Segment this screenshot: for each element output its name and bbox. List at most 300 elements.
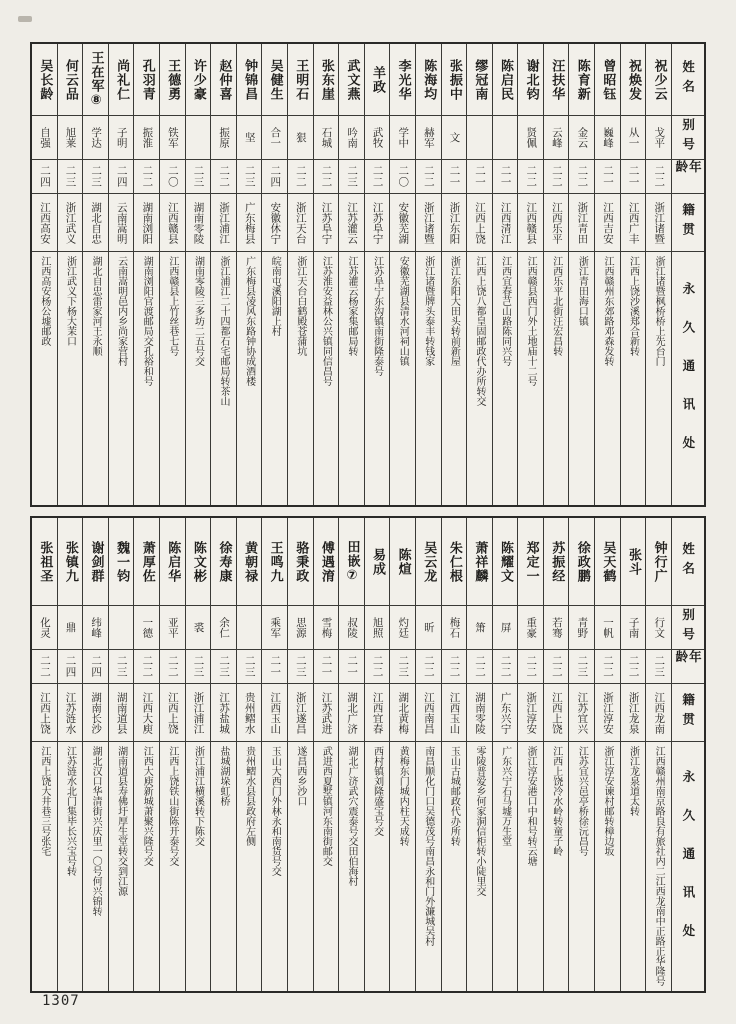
person-native-place: 广东梅县 [243,201,256,244]
person-name-cell [518,518,543,606]
person-address: 湖北自忠雷家河王永顺 [90,256,102,356]
person-age-cell [416,160,441,194]
person-age: 二一 [474,165,487,188]
person-native-place: 江西赣县 [166,201,179,244]
person-column [134,518,160,991]
person-byname-cell [58,606,83,650]
person-native-place-cell [365,684,390,742]
person-byname-cell [569,606,594,650]
person-column [467,44,493,505]
person-name-cell [186,518,211,606]
person-address-cell [442,252,467,505]
person-column [621,518,647,991]
person-age: 二〇 [166,165,179,188]
person-column [442,44,468,505]
person-age-cell [493,160,518,194]
person-name: 傅遇淯 [318,540,334,583]
person-name-cell [493,44,518,116]
person-name-cell [467,518,492,606]
person-byname: 坚 [243,132,256,143]
person-name-cell [211,518,236,606]
person-age: 二三 [576,655,589,678]
person-column [211,44,237,505]
person-native-place-cell [390,684,415,742]
person-address: 江西赣县西门外土地庙十二号 [525,256,537,386]
person-name: 陈育新 [574,58,590,101]
person-address: 遂昌西乡沙口 [294,746,306,806]
person-name: 王鸣九 [267,540,283,583]
person-age-cell [58,650,83,684]
person-name-cell [160,518,185,606]
person-column [160,518,186,991]
person-native-place-cell [646,684,671,742]
person-column [237,518,263,991]
person-column [518,44,544,505]
person-native-place: 浙江龙泉 [627,691,640,734]
person-address-cell [32,252,57,505]
person-name-cell [288,518,313,606]
person-native-place: 湖南道县 [115,691,128,734]
person-age: 二二 [627,655,640,678]
person-address-cell [518,252,543,505]
person-column [493,44,519,505]
person-byname-cell [32,116,57,160]
person-address: 广东梅县凌风东路钟协成酒楼 [243,256,255,386]
person-native-place: 江西赣县 [525,201,538,244]
person-age: 二二 [448,655,461,678]
person-byname: 旭莱 [64,127,77,148]
person-age-cell [288,650,313,684]
person-age-cell [211,650,236,684]
person-age: 二〇 [397,165,410,188]
person-native-place: 江西玉山 [269,691,282,734]
person-column [58,44,84,505]
person-name-cell [237,518,262,606]
person-column [390,44,416,505]
person-byname: 武牧 [371,127,384,148]
person-native-place: 云南嵩明 [115,201,128,244]
person-address: 江苏灌云杨家集邮局转 [346,256,358,356]
person-native-place-cell [134,194,159,252]
person-age-cell [58,160,83,194]
person-byname: 若骞 [550,617,563,638]
person-byname-cell [365,606,390,650]
person-byname-cell [288,606,313,650]
person-column [211,518,237,991]
person-byname-cell [83,116,108,160]
person-native-place: 广东兴宁 [499,691,512,734]
person-byname: 叔陵 [346,617,359,638]
person-byname: 裘 [192,622,205,633]
person-age: 二二 [653,165,666,188]
person-address: 江西大庾新城萧聚兴隆号交 [141,746,153,866]
person-byname: 一德 [141,617,154,638]
person-byname-cell [544,606,569,650]
person-address: 玉山大西门外林永和南货号交 [269,746,281,876]
person-name: 陈启华 [165,540,181,583]
header-age [672,160,704,194]
person-native-place-cell [237,684,262,742]
person-byname-cell [339,606,364,650]
person-age-cell [493,650,518,684]
person-column [646,518,672,991]
person-address: 江西宜春芑山路陈同兴号 [499,256,511,366]
person-age: 二二 [550,165,563,188]
person-column [109,44,135,505]
header-name [672,518,704,606]
person-address-cell [211,742,236,991]
person-column [442,518,468,991]
person-address-cell [314,252,339,505]
person-name-cell [467,44,492,116]
person-name: 陈海均 [421,58,437,101]
person-native-place-cell [83,194,108,252]
person-name-cell [416,518,441,606]
person-name: 萧祥麟 [472,540,488,583]
person-address-cell [390,742,415,991]
person-column [339,44,365,505]
person-address-cell [467,252,492,505]
person-age-cell [442,650,467,684]
person-native-place: 浙江东阳 [448,201,461,244]
person-address: 湖南道县寿佛圩厚生堂转交到江源 [115,746,127,896]
person-native-place: 湖北自忠 [90,201,103,244]
person-native-place-cell [339,194,364,252]
person-byname-cell [467,606,492,650]
person-column [493,518,519,991]
person-native-place: 江西上饶 [474,201,487,244]
person-age: 二二 [218,165,231,188]
person-age: 二一 [346,655,359,678]
person-address: 西村镇刘隆盛宝号交 [371,746,383,836]
person-address: 玉山古城邮政代办所转 [448,746,460,846]
person-native-place-cell [493,194,518,252]
person-byname-cell [390,116,415,160]
person-name-cell [237,44,262,116]
person-byname: 振淮 [141,127,154,148]
person-byname-cell [646,606,671,650]
person-byname-cell [58,116,83,160]
person-byname-cell [646,116,671,160]
person-column [83,518,109,991]
person-name-cell [442,44,467,116]
person-name-cell [569,518,594,606]
person-column [621,44,647,505]
person-age: 二二 [141,655,154,678]
person-native-place: 安徽芜湖 [397,201,410,244]
person-age-cell [365,650,390,684]
person-name-cell [262,518,287,606]
person-byname-cell [32,606,57,650]
person-name: 谢剑群 [88,540,104,583]
header-native-place [672,684,704,742]
person-byname: 纬峰 [90,617,103,638]
person-native-place: 江西玉山 [448,691,461,734]
header-age [672,650,704,684]
person-address: 江西高安杨公墟邮政 [38,256,50,346]
person-address-cell [621,252,646,505]
person-age-cell [262,160,287,194]
person-address: 浙江淳安谏村邮转樟边坂 [601,746,613,856]
person-byname-cell [569,116,594,160]
person-name-cell [134,44,159,116]
person-name-cell [595,518,620,606]
person-address: 广东兴宁石马墟万生堂 [499,746,511,846]
person-address: 江西上饶八都皇固邮政代办所转交 [473,256,485,406]
person-name: 许少豪 [190,58,206,101]
person-age-cell [160,650,185,684]
person-address: 浙江诸暨枫桥桥上先台门 [653,256,665,366]
person-byname: 巍峰 [602,127,615,148]
person-column [83,44,109,505]
person-address: 皖南屯溪阳湖上村 [269,256,281,336]
person-native-place-cell [416,684,441,742]
person-native-place-cell [109,194,134,252]
person-native-place-cell [32,684,57,742]
person-column [569,44,595,505]
person-native-place: 江西宜春 [371,691,384,734]
person-column [109,518,135,991]
person-name-cell [83,44,108,116]
person-age: 二二 [550,655,563,678]
person-byname-cell [339,116,364,160]
person-age-cell [569,160,594,194]
scan-speck [18,16,32,22]
person-column [32,44,58,505]
person-column [288,44,314,505]
person-age-cell [467,650,492,684]
person-name-cell [32,518,57,606]
person-age-cell [109,160,134,194]
person-address: 江苏宜兴邑亭桥徐沅昌号 [576,746,588,856]
person-name: 尚礼仁 [114,58,130,101]
person-name: 吴云龙 [421,540,437,583]
person-address-cell [83,742,108,991]
person-byname: 振原 [218,127,231,148]
person-name: 武文燕 [344,58,360,101]
header-address-label: 永久通讯处 [680,770,696,963]
person-age: 二四 [115,165,128,188]
person-column [160,44,186,505]
person-byname: 自强 [38,127,51,148]
person-byname-cell [134,116,159,160]
person-byname-cell [595,606,620,650]
person-native-place: 江西南昌 [422,691,435,734]
person-name: 易成 [370,547,386,576]
person-name-cell [390,44,415,116]
person-native-place: 浙江青田 [576,201,589,244]
person-native-place: 江西广丰 [627,201,640,244]
person-native-place-cell [211,194,236,252]
person-name: 黄朝禄 [242,540,258,583]
person-byname: 思源 [294,617,307,638]
person-address-cell [83,252,108,505]
person-byname-cell [237,116,262,160]
person-byname: 合一 [269,127,282,148]
person-native-place: 江苏阜宁 [320,201,333,244]
person-native-place-cell [442,194,467,252]
person-byname: 化灵 [38,617,51,638]
person-column [518,518,544,991]
person-name-cell [314,518,339,606]
person-address-cell [416,742,441,991]
person-address: 南昌顺化门口吴德茂号南昌永和门外濂城吴村 [422,746,434,946]
person-age: 二三 [294,655,307,678]
person-native-place-cell [262,194,287,252]
person-address-cell [493,742,518,991]
person-address: 武进西夏墅镇河东南街邮交 [320,746,332,866]
person-address: 湖北汉口华清街兴庆里一〇号何兴锦转 [90,746,102,916]
person-address: 江苏阜宁东沟镇南街隆泰号 [371,256,383,376]
person-name-cell [595,44,620,116]
person-native-place-cell [314,194,339,252]
person-byname-cell [262,116,287,160]
person-native-place-cell [237,194,262,252]
person-address: 黄梅东门城内柱天成转 [397,746,409,846]
person-native-place-cell [621,684,646,742]
person-age: 二一 [602,165,615,188]
person-name: 赵仲喜 [216,58,232,101]
person-address: 浙江淳安港口中和号转云塘 [525,746,537,866]
person-address: 浙江天台白鹤殿苍蒲坑 [294,256,306,356]
person-native-place-cell [288,194,313,252]
person-age-cell [518,650,543,684]
header-address [672,742,704,991]
person-age-cell [314,650,339,684]
person-address: 浙江浦江二十四都石宅邮局转茶山 [218,256,230,406]
person-name: 汪扶华 [549,58,565,101]
person-native-place-cell [32,194,57,252]
person-address-cell [569,252,594,505]
person-native-place: 湖南零陵 [192,201,205,244]
header-byname [672,116,704,160]
person-byname-cell [518,116,543,160]
person-byname-cell [544,116,569,160]
person-age: 二四 [90,655,103,678]
person-age: 二四 [64,655,77,678]
person-native-place-cell [58,194,83,252]
person-age-cell [621,650,646,684]
person-age: 二一 [499,165,512,188]
person-native-place-cell [518,684,543,742]
person-byname: 昕 [422,622,435,633]
person-native-place: 江西上饶 [166,691,179,734]
header-byname [672,606,704,650]
person-address-cell [518,742,543,991]
person-native-place: 江苏宜兴 [576,691,589,734]
person-native-place-cell [58,684,83,742]
person-byname: 从一 [627,127,640,148]
person-native-place: 浙江淳安 [525,691,538,734]
person-age-cell [646,650,671,684]
person-byname: 子明 [115,127,128,148]
person-native-place: 浙江淳安 [602,691,615,734]
person-age-cell [390,160,415,194]
person-column [569,518,595,991]
person-name: 吴天鹤 [600,540,616,583]
person-address-cell [237,252,262,505]
person-address: 江西赣州南京路良有旅社内二江西龙南中正路正华隆号 [653,746,665,986]
person-native-place-cell [160,684,185,742]
person-address-cell [109,742,134,991]
person-name-cell [544,518,569,606]
person-byname-cell [442,116,467,160]
person-native-place: 江苏武进 [320,691,333,734]
person-native-place-cell [518,194,543,252]
person-column [544,518,570,991]
person-age: 二三 [346,165,359,188]
person-age: 二二 [320,165,333,188]
person-address-cell [646,742,671,991]
person-age: 二三 [90,165,103,188]
person-column [339,518,365,991]
person-address: 安徽芜湖县清水河祠山镇 [397,256,409,366]
person-native-place: 湖南零陵 [474,691,487,734]
person-name-cell [83,518,108,606]
person-age: 二二 [602,655,615,678]
person-name: 吴长龄 [37,58,53,101]
person-byname: 雪梅 [320,617,333,638]
person-byname-cell [493,116,518,160]
person-name: 陈启民 [498,58,513,101]
person-byname-cell [211,116,236,160]
person-name-cell [646,44,671,116]
person-address-cell [390,252,415,505]
person-age-cell [134,650,159,684]
person-name-cell [109,518,134,606]
person-column [288,518,314,991]
person-address-cell [58,252,83,505]
person-name: 苏振经 [549,540,565,583]
person-address-cell [109,252,134,505]
person-name: 吴健生 [267,58,283,101]
person-address-cell [134,252,159,505]
person-byname-cell [314,606,339,650]
person-address-cell [211,252,236,505]
person-byname-cell [134,606,159,650]
person-age: 二三 [192,165,205,188]
person-age-cell [109,650,134,684]
person-byname: 鼎 [64,622,77,633]
person-address-cell [339,252,364,505]
person-native-place: 安徽休宁 [269,201,282,244]
person-age: 二一 [269,655,282,678]
person-name: 萧厚佐 [139,540,155,583]
person-native-place: 江西上饶 [38,691,51,734]
person-name: 田嵌⑦ [344,539,360,584]
person-age-cell [544,160,569,194]
person-age-cell [442,160,467,194]
person-address-cell [262,742,287,991]
person-address-cell [595,252,620,505]
person-byname: 金云 [576,127,589,148]
person-byname-cell [365,116,390,160]
person-address: 盐城湖垛虹桥 [218,746,230,806]
header-native-place-label: 籍贯 [680,693,696,732]
person-byname-cell [518,606,543,650]
header-age-label: 年龄 [673,650,703,670]
directory-table-bottom [30,516,706,993]
person-column [595,518,621,991]
person-native-place-cell [134,684,159,742]
person-name-cell [58,518,83,606]
person-byname: 文 [448,132,461,143]
person-address: 江苏涟水北门集毕长兴宝号转 [64,746,76,876]
header-name-label: 姓名 [680,542,696,581]
person-address: 浙江东阳大田头转前新屋 [448,256,460,366]
person-address: 江西上饶大井巷三号张宅 [38,746,50,856]
page-content [30,42,706,993]
